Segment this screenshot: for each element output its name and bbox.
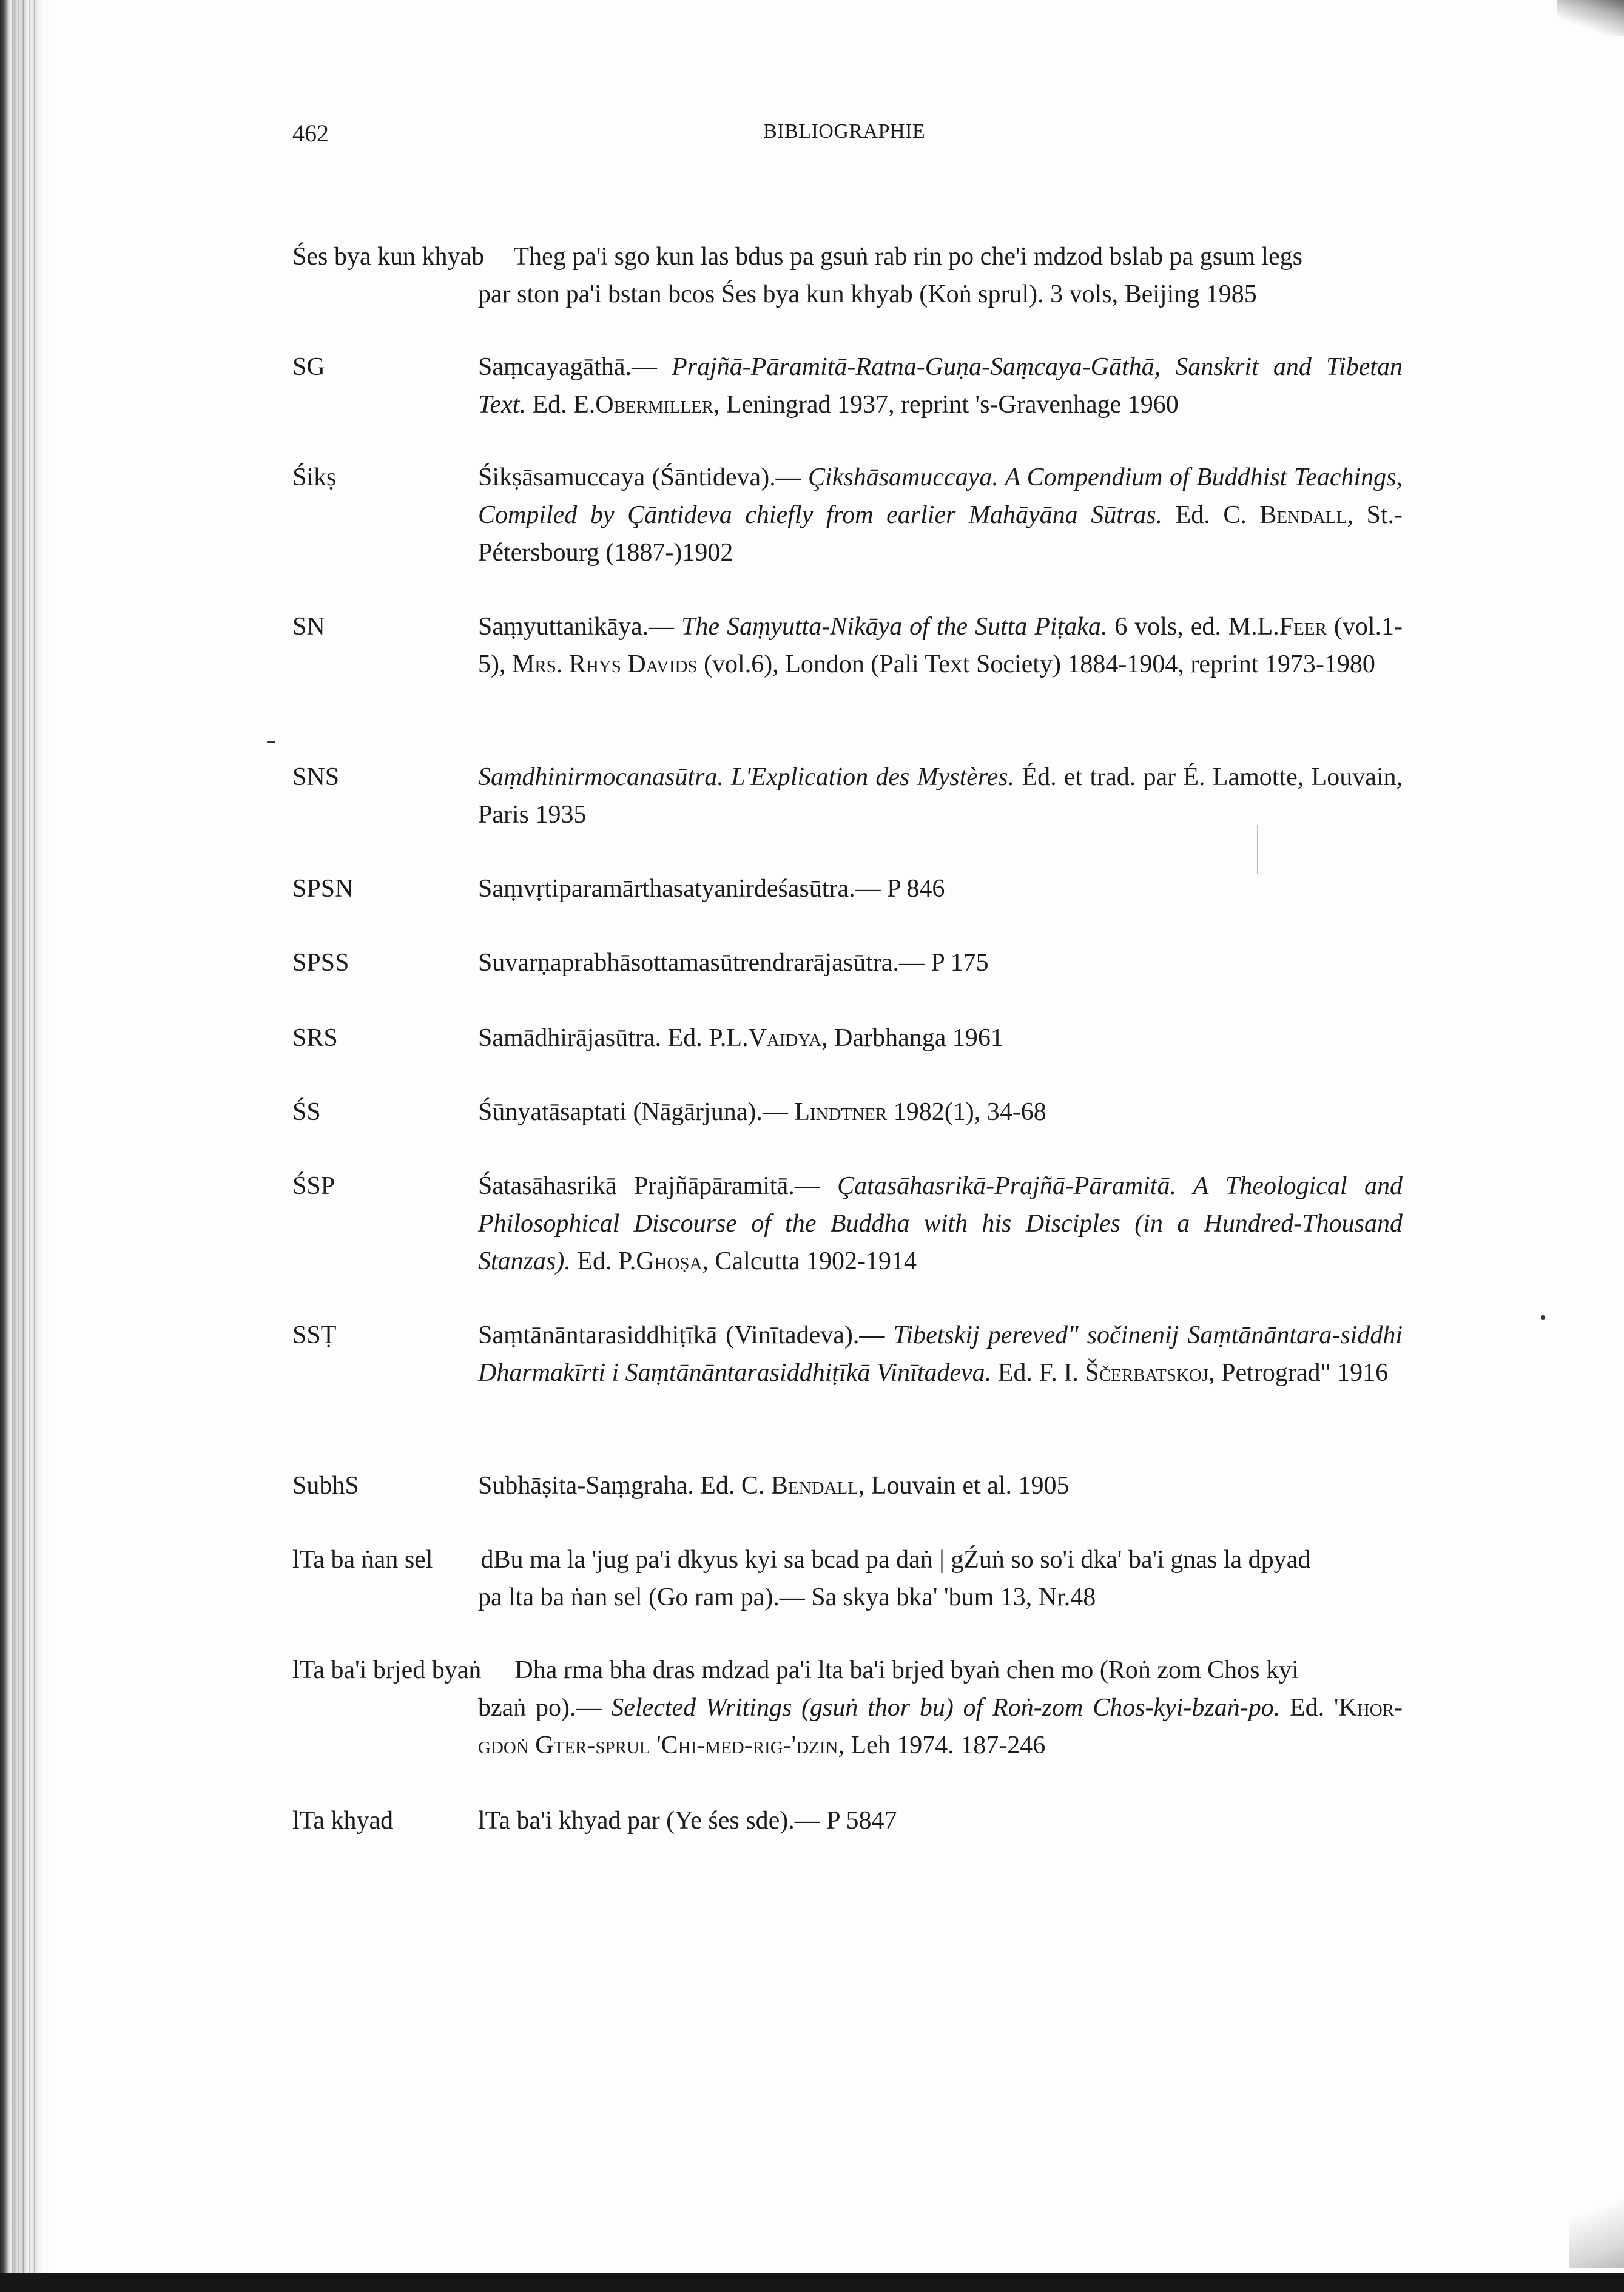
entry-abbr: SRS (292, 1024, 338, 1052)
entry-text-continued: par ston pa'i bstan bcos Śes bya kun khyab (Koṅ sprul). 3 vols, Beijing 1985 (478, 280, 1257, 308)
bib-entry (292, 1802, 1403, 1839)
scan-mark-line (1257, 825, 1258, 874)
entry-text: Dha rma bha dras mdzad pa'i lta ba'i brjed byaṅ chen mo (Roṅ zom Chos kyi (514, 1656, 1299, 1684)
entry-abbr: Śes bya kun khyab (292, 243, 485, 271)
entry-first-line (292, 1541, 1403, 1579)
bib-entry (292, 1019, 1403, 1057)
bib-entry (292, 608, 1403, 683)
entry-body: Suvarṇaprabhāsottamasūtrendrarājasūtra.— P 175 (478, 949, 989, 977)
entry-body: Saṃcayagāthā.— Prajñā-Pāramitā-Ratna-Guṇa-Saṃcaya-Gāthā, Sanskrit and Tibetan Text. Ed. E.Obermiller, Leningrad 1937, reprint 's-Gravenhage 1960 (478, 353, 1403, 419)
bib-entry (292, 1316, 1403, 1392)
entry-body: Śūnyatāsaptati (Nāgārjuna).— Lindtner 1982(1), 34-68 (478, 1098, 1046, 1126)
entry-body: Śikṣāsamuccaya (Śāntideva).— Çikshāsamuccaya. A Compendium of Buddhist Teachings, Compiled by Çāntideva chiefly from earlier Mahāyāna Sūtras. Ed. C. Bendall, St.-Pétersbourg (1887-)1902 (478, 463, 1403, 567)
entry-first-line (292, 238, 1403, 275)
scan-speck (1541, 1315, 1545, 1320)
entry-body: Samādhirājasūtra. Ed. P.L.Vaidya, Darbhanga 1961 (478, 1024, 1003, 1052)
bib-entry (292, 238, 1403, 313)
bib-entry (292, 758, 1403, 834)
entry-abbr: SSṬ (292, 1321, 337, 1349)
entry-abbr: lTa khyad (292, 1807, 394, 1835)
binding-stripes (12, 0, 36, 2292)
entry-abbr: ŚSP (292, 1172, 335, 1200)
bib-entry (292, 870, 1403, 908)
scan-bottom-edge (0, 2273, 1624, 2292)
entry-abbr: SPSS (292, 949, 349, 977)
entry-abbr: SPSN (292, 875, 354, 903)
scan-corner-top-right (1557, 0, 1624, 36)
bib-entry (292, 1167, 1403, 1280)
entry-abbr: SNS (292, 763, 340, 791)
entry-first-line (292, 1651, 1403, 1689)
entry-text-continued: pa lta ba ṅan sel (Go ram pa).— Sa skya bka' 'bum 13, Nr.48 (478, 1583, 1096, 1611)
entry-body: Saṃtānāntarasiddhiṭīkā (Vinītadeva).— Tibetskij pereved" sočinenij Saṃtānāntara-siddhi Dharmakīrti i Saṃtānāntarasiddhiṭīkā Vinītadeva. Ed. F. I. Ščerbatskoj, Petrograd" 1916 (478, 1321, 1403, 1387)
running-head: BIBLIOGRAPHIE (763, 120, 926, 143)
entry-abbr: SG (292, 353, 325, 381)
entry-abbr: ŚS (292, 1098, 321, 1126)
bib-entry (292, 1651, 1403, 1764)
entry-text: Theg pa'i sgo kun las bdus pa gsuṅ rab rin po che'i mdzod bslab pa gsum legs (513, 243, 1302, 271)
bib-entry (292, 348, 1403, 423)
bib-entry (292, 1467, 1403, 1505)
entry-body: Subhāṣita-Saṃgraha. Ed. C. Bendall, Louvain et al. 1905 (478, 1472, 1070, 1500)
entry-body: lTa ba'i khyad par (Ye śes sde).— P 5847 (478, 1807, 897, 1835)
bib-entry (292, 459, 1403, 571)
scan-speck (267, 741, 275, 743)
entry-abbr: lTa ba'i brjed byaṅ (292, 1656, 482, 1684)
entry-abbr: SN (292, 613, 325, 641)
entry-abbr: Śikṣ (292, 463, 337, 491)
bib-entry (292, 1541, 1403, 1616)
entry-abbr: lTa ba ṅan sel (292, 1546, 433, 1574)
entry-abbr: SubhS (292, 1472, 359, 1500)
bib-entry (292, 944, 1403, 982)
entry-body: Saṃyuttanikāya.— The Saṃyutta-Nikāya of the Sutta Piṭaka. 6 vols, ed. M.L.Feer (vol.1-5), Mrs. Rhys Davids (vol.6), London (Pali Text Society) 1884-1904, reprint 1973-1980 (478, 613, 1403, 678)
entry-body: Saṃdhinirmocanasūtra. L'Explication des Mystères. Éd. et trad. par É. Lamotte, Louvain, Paris 1935 (478, 763, 1403, 829)
bib-entry (292, 1093, 1403, 1131)
entry-text: dBu ma la 'jug pa'i dkyus kyi sa bcad pa daṅ | gŹuṅ so so'i dka' ba'i gnas la dpyad (480, 1546, 1311, 1574)
entry-body: Śatasāhasrikā Prajñāpāramitā.— Çatasāhasrikā-Prajñā-Pāramitā. A Theological and Philosophical Discourse of the Buddha with his Disciples (in a Hundred-Thousand Stanzas). Ed. P.Ghoṣa, Calcutta 1902-1914 (478, 1172, 1403, 1275)
page-number: 462 (292, 120, 329, 147)
scan-corner-bottom-right (1569, 2171, 1624, 2268)
entry-body: Saṃvṛtiparamārthasatyanirdeśasūtra.— P 846 (478, 875, 945, 903)
entry-text-continued: bzaṅ po).— Selected Writings (gsuṅ thor bu) of Roṅ-zom Chos-kyi-bzaṅ-po. Ed. 'Khor-gdoṅ Gter-sprul 'Chi-med-rig-'dzin, Leh 1974. 187-246 (478, 1694, 1403, 1759)
